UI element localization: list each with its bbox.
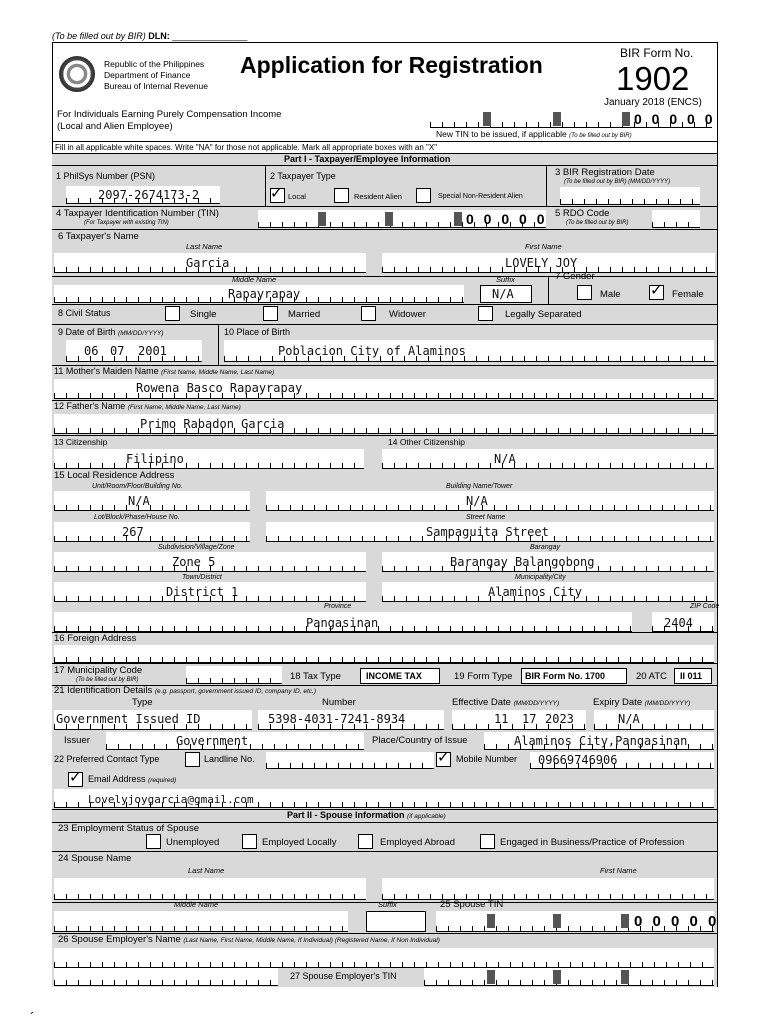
male-checkbox[interactable] xyxy=(577,285,592,300)
label-unit: Unit/Room/Floor/Building No. xyxy=(92,483,183,490)
instructions: Fill in all applicable white spaces. Write "NA" for those not applicable. Mark all appropriate boxes with an "X" xyxy=(55,143,438,152)
label-atc: 20 ATC xyxy=(636,671,667,682)
label-psn: 1 PhilSys Number (PSN) xyxy=(56,171,156,181)
label-female: Female xyxy=(672,289,704,300)
label-spouse-employer-tin: 27 Spouse Employer's TIN xyxy=(290,971,397,981)
label-email xyxy=(88,775,176,785)
dob-month: 06 xyxy=(84,344,99,358)
label-building: Building Name/Tower xyxy=(446,483,513,490)
spouse-suffix-field[interactable] xyxy=(366,911,426,932)
id-effective-year: 2023 xyxy=(545,712,574,726)
psn-value: 2097-2674173-2 xyxy=(98,188,200,202)
agency-line-2: Department of Finance xyxy=(104,70,191,80)
spouse-employer-field-2[interactable] xyxy=(54,968,278,986)
label-tin: 4 Taxpayer Identification Number (TIN) xyxy=(56,208,219,219)
bir-seal-icon xyxy=(59,56,95,92)
id-effective-month: 11 xyxy=(494,712,509,726)
label-mother-text: 11 Mother's Maiden Name xyxy=(54,366,159,376)
place-issue-value: Alaminos City,Pangasinan xyxy=(514,734,688,748)
rdo-sub: (To be filled out by BIR) xyxy=(566,220,629,226)
lot-value: 267 xyxy=(122,525,144,539)
foreign-address-field[interactable] xyxy=(54,645,714,663)
form-description-2: (Local and Alien Employee) xyxy=(57,121,173,132)
dln-value[interactable]: _______________ xyxy=(172,31,248,41)
tin-dash xyxy=(483,112,491,126)
label-last-name: Last Name xyxy=(186,242,223,251)
spouse-last-name-field[interactable] xyxy=(54,878,366,900)
label-single: Single xyxy=(190,309,217,320)
label-dob xyxy=(58,328,164,338)
other-citizenship-value: N/A xyxy=(494,452,516,466)
id-number-value: 5398-4031-7241-8934 xyxy=(268,712,406,726)
municipality-code-field[interactable] xyxy=(186,666,282,684)
checkmark-icon: ✓ xyxy=(69,769,82,786)
label-father-text: 12 Father's Name xyxy=(54,401,126,411)
id-effective-day: 17 xyxy=(522,712,537,726)
label-married: Married xyxy=(288,309,321,320)
label-place-issue: Place/Country of Issue xyxy=(372,735,468,746)
label-first-name: First Name xyxy=(525,242,562,251)
checkmark-icon: ✓ xyxy=(650,282,663,299)
form-title: Application for Registration xyxy=(240,52,543,78)
label-local: Local xyxy=(288,192,306,201)
spouse-employer-field[interactable] xyxy=(54,948,714,968)
unit-value: N/A xyxy=(128,494,150,508)
label-subdivision: Subdivision/Village/Zone xyxy=(158,544,235,551)
label-middle-name: Middle Name xyxy=(232,275,277,284)
tin-dash xyxy=(487,914,495,928)
engaged-checkbox[interactable] xyxy=(480,834,495,849)
label-spouse-tin: 25 Spouse TIN xyxy=(440,899,504,910)
mobile-value: 09669746906 xyxy=(538,753,618,767)
tin-dash xyxy=(621,970,629,984)
label-unemployed: Unemployed xyxy=(166,837,220,848)
suffix-value: N/A xyxy=(492,287,514,301)
id-effective-sub: (MM/DD/YYYY) xyxy=(513,700,560,707)
tin-dash xyxy=(318,212,326,226)
tin-sub: (For Taxpayer with existing TIN) xyxy=(84,220,169,226)
id-expiry-value: N/A xyxy=(618,712,640,726)
subdivision-value: Zone 5 xyxy=(172,555,216,569)
landline-checkbox[interactable] xyxy=(185,752,200,767)
email-value: Lovelyjoygarcia@gmail.com xyxy=(88,793,254,806)
label-gender: 7 Gender xyxy=(555,271,595,282)
dln-prefix: (To be filled out by BIR) xyxy=(52,31,146,41)
building-value: N/A xyxy=(466,494,488,508)
id-type-value: Government Issued ID xyxy=(56,712,201,726)
label-spouse-suffix: Suffix xyxy=(378,900,397,909)
label-male: Male xyxy=(600,289,621,300)
town-value: District 1 xyxy=(166,585,239,599)
spouse-employer-sub: (Last Name, First Name, Middle Name, If Individual) (Registered Name, If Non Individual) xyxy=(183,937,440,944)
dob-year: 2001 xyxy=(138,344,167,358)
married-checkbox[interactable] xyxy=(263,306,278,321)
label-id-type: Type xyxy=(132,697,153,708)
label-citizenship: 13 Citizenship xyxy=(54,437,108,447)
label-street: Street Name xyxy=(466,514,506,521)
atc-value: II 011 xyxy=(680,671,703,681)
label-municipality-code: 17 Municipality Code xyxy=(54,665,143,676)
unemployed-checkbox[interactable] xyxy=(146,834,161,849)
mother-sub: (First Name, Middle Name, Last Name) xyxy=(161,369,275,376)
new-tin-note-small: (To be filled out by BIR) xyxy=(569,133,632,139)
label-taxpayer-type: 2 Taxpayer Type xyxy=(270,171,336,181)
father-sub: (First Name, Middle Name, Last Name) xyxy=(127,404,241,411)
label-mother xyxy=(54,367,274,377)
label-employed-abroad: Employed Abroad xyxy=(380,837,455,848)
province-value: Pangasinan xyxy=(306,616,379,630)
label-email-text: Email Address xyxy=(88,774,146,784)
label-foreign-address: 16 Foreign Address xyxy=(54,633,137,644)
tin-dash xyxy=(385,212,393,226)
registration-date-sub: (To be filled out by BIR) (MM/DD/YYYY) xyxy=(564,179,671,185)
agency-line-1: Republic of the Philippines xyxy=(104,59,205,69)
middle-name-value: Rapayrapay xyxy=(228,287,301,301)
legally-separated-checkbox[interactable] xyxy=(478,306,493,321)
dln-line xyxy=(52,32,247,41)
special-nonresident-checkbox[interactable] xyxy=(416,188,431,203)
row-8-band xyxy=(52,305,717,324)
tin-dash xyxy=(553,914,561,928)
widower-checkbox[interactable] xyxy=(361,306,376,321)
lot-field[interactable] xyxy=(54,522,250,542)
label-id-effective xyxy=(452,698,559,708)
label-rdo: 5 RDO Code xyxy=(555,208,610,219)
dob-day: 07 xyxy=(110,344,125,358)
new-tin-branch-code: 0 0 0 0 0 xyxy=(634,111,716,127)
first-name-value: LOVELY JOY xyxy=(505,256,578,270)
label-id-expiry xyxy=(593,698,690,708)
zip-value: 2404 xyxy=(664,616,693,630)
spouse-tin-branch-code: 0 0 0 0 0 xyxy=(634,913,720,930)
label-spouse-last-name: Last Name xyxy=(188,866,225,875)
label-engaged: Engaged in Business/Practice of Profession xyxy=(500,837,685,848)
label-resident-alien: Resident Alien xyxy=(354,192,402,201)
mother-value: Rowena Basco Rapayrapay xyxy=(136,381,303,395)
building-field[interactable] xyxy=(266,491,714,511)
tin-dash xyxy=(454,212,462,226)
label-spouse-first-name: First Name xyxy=(600,866,637,875)
form-no-label: BIR Form No. xyxy=(620,46,694,60)
label-dob-text: 9 Date of Birth xyxy=(58,327,116,337)
label-issuer: Issuer xyxy=(64,735,90,746)
tin-dash xyxy=(622,112,630,126)
employed-locally-checkbox[interactable] xyxy=(242,834,257,849)
pob-value: Poblacion City of Alaminos xyxy=(278,344,466,358)
last-name-value: Garcia xyxy=(186,256,230,270)
label-registration-date: 3 BIR Registration Date xyxy=(555,167,655,178)
tin-dash xyxy=(553,970,561,984)
tax-type-value: INCOME TAX xyxy=(366,671,422,681)
father-value: Primo Rabadon Garcia xyxy=(140,417,285,431)
label-widower: Widower xyxy=(389,309,426,320)
label-id-number: Number xyxy=(322,697,356,708)
resident-alien-checkbox[interactable] xyxy=(334,188,349,203)
label-other-citizenship: 14 Other Citizenship xyxy=(388,437,466,447)
label-mobile: Mobile Number xyxy=(456,754,518,764)
label-father xyxy=(54,402,241,412)
id-expiry-sub: (MM/DD/YYYY) xyxy=(644,700,691,707)
unit-field[interactable] xyxy=(54,491,250,511)
form-date: January 2018 (ENCS) xyxy=(604,97,702,108)
spouse-first-name-field[interactable] xyxy=(382,878,714,900)
id-details-sub: (e.g. passport, government issued ID, company ID, etc.) xyxy=(154,688,317,695)
label-town: Town/District xyxy=(182,574,222,581)
checkmark-icon: ✓ xyxy=(270,185,283,202)
label-civil-status: 8 Civil Status xyxy=(58,308,111,318)
other-citizenship-field[interactable] xyxy=(382,449,714,469)
label-employed-locally: Employed Locally xyxy=(262,837,337,848)
rdo-field[interactable] xyxy=(652,210,700,228)
label-zip: ZIP Code xyxy=(690,603,720,610)
spouse-middle-name-field[interactable] xyxy=(54,911,348,932)
citizenship-value: Filipino xyxy=(126,452,184,466)
label-city: Municipality/City xyxy=(515,574,566,581)
label-taxpayer-name: 6 Taxpayer's Name xyxy=(58,231,139,242)
label-province: Province xyxy=(324,603,352,610)
label-barangay: Barangay xyxy=(530,544,560,551)
employed-abroad-checkbox[interactable] xyxy=(358,834,373,849)
id-expiry-field[interactable] xyxy=(594,710,714,730)
municipality-code-sub: (To be filled out by BIR) xyxy=(76,677,139,683)
label-suffix: Suffix xyxy=(496,275,515,284)
city-value: Alaminos City xyxy=(488,585,582,599)
dob-sub: (MM/DD/YYYY) xyxy=(118,330,164,337)
label-local-address: 15 Local Residence Address xyxy=(54,470,175,481)
spouse-employer-tin-field[interactable] xyxy=(424,968,714,986)
street-value: Sampaguita Street xyxy=(426,525,549,539)
checkmark-icon: ✓ xyxy=(437,749,450,766)
label-spouse-employer xyxy=(58,935,440,945)
registration-date-field[interactable] xyxy=(560,187,700,205)
label-legally-separated: Legally Separated xyxy=(505,309,582,320)
form-type-value: BIR Form No. 1700 xyxy=(525,671,606,681)
new-tin-note xyxy=(436,130,632,139)
label-spouse-middle-name: Middle Name xyxy=(174,900,219,909)
agency-line-3: Bureau of Internal Revenue xyxy=(104,81,208,91)
part2-title xyxy=(287,811,446,821)
label-spouse-employer-text: 26 Spouse Employer's Name xyxy=(58,934,181,945)
label-id-details xyxy=(54,686,316,696)
label-id-effective-text: Effective Date xyxy=(452,697,511,708)
label-lot: Lot/Block/Phase/House No. xyxy=(94,514,180,521)
part1-title: Part I - Taxpayer/Employee Information xyxy=(284,154,451,164)
email-required: (required) xyxy=(148,777,177,784)
label-spouse-employment: 23 Employment Status of Spouse xyxy=(58,823,199,834)
label-id-details-text: 21 Identification Details xyxy=(54,685,153,696)
tin-dash xyxy=(621,914,629,928)
single-checkbox[interactable] xyxy=(165,306,180,321)
label-tax-type: 18 Tax Type xyxy=(290,671,341,682)
tin-dash xyxy=(487,970,495,984)
form-number: 1902 xyxy=(616,60,690,97)
citizenship-field[interactable] xyxy=(54,449,364,469)
label-spouse-name: 24 Spouse Name xyxy=(58,853,132,864)
part2-title-sub: (if applicable) xyxy=(407,813,446,820)
tin-dash xyxy=(553,112,561,126)
label-contact-type: 22 Preferred Contact Type xyxy=(54,754,160,764)
label-special-nonresident: Special Non-Resident Alien xyxy=(438,193,523,200)
label-pob: 10 Place of Birth xyxy=(224,327,291,337)
label-id-expiry-text: Expiry Date xyxy=(593,697,643,708)
tin-branch-code: 0 0 0 0 0 xyxy=(466,211,548,227)
issuer-value: Government xyxy=(176,734,249,748)
landline-field[interactable] xyxy=(266,752,434,769)
form-description-1: For Individuals Earning Purely Compensation Income xyxy=(57,109,282,120)
dln-label: DLN: xyxy=(148,31,170,41)
label-landline: Landline No. xyxy=(204,754,255,764)
label-form-type: 19 Form Type xyxy=(454,671,513,682)
footer-mark: ´ xyxy=(30,1009,35,1024)
new-tin-note-text: New TIN to be issued, if applicable xyxy=(436,129,567,139)
part2-title-text: Part II - Spouse Information xyxy=(287,810,405,820)
barangay-value: Barangay Balangobong xyxy=(450,555,595,569)
